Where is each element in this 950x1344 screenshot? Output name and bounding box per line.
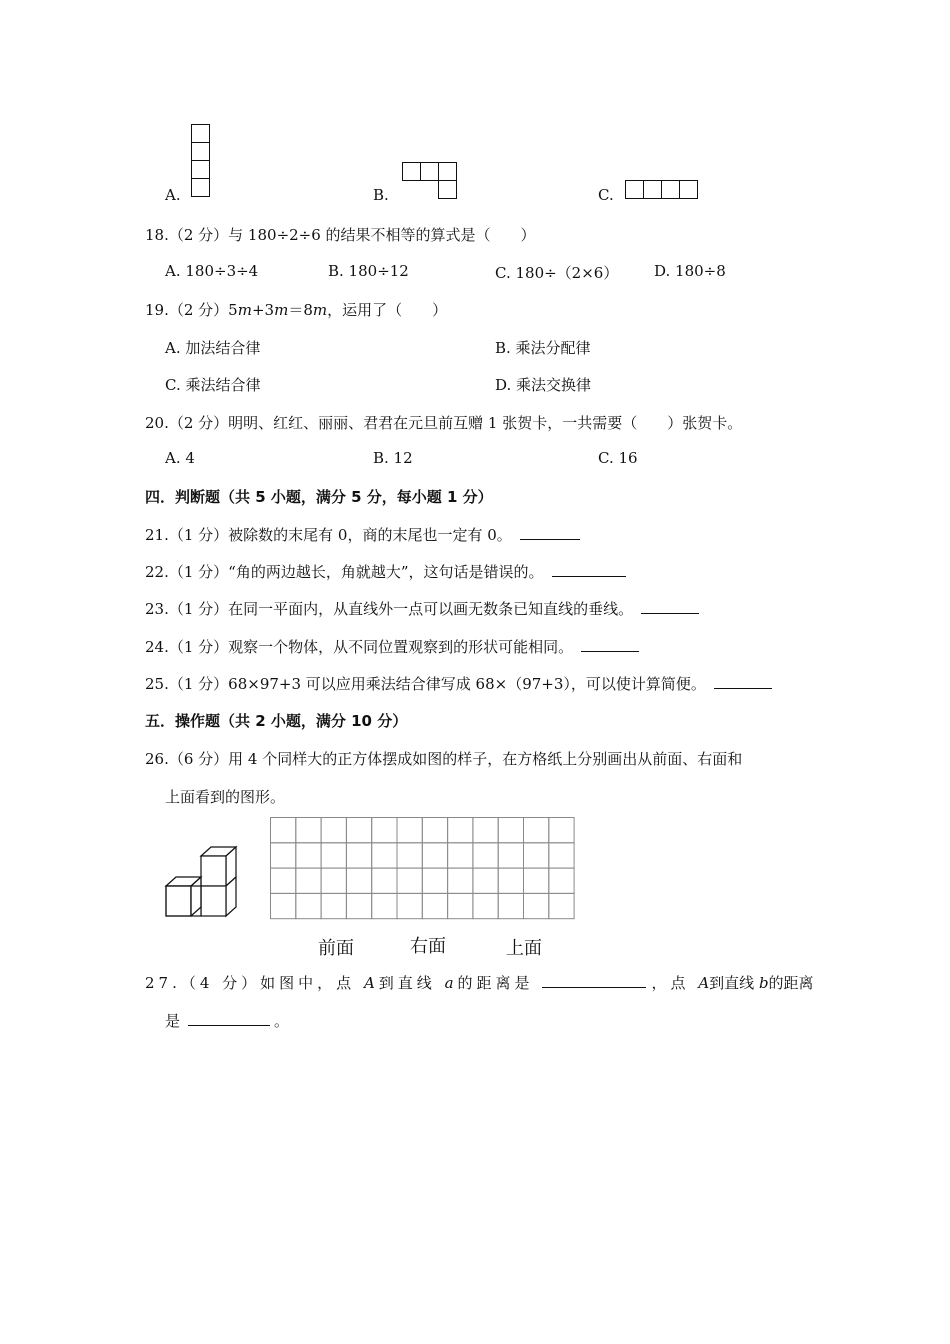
grid-cell[interactable] bbox=[346, 818, 371, 843]
grid-cell[interactable] bbox=[473, 868, 498, 893]
grid-cell[interactable] bbox=[296, 868, 321, 893]
q17-option-c-figure bbox=[625, 180, 699, 202]
grid-cell[interactable] bbox=[397, 843, 422, 868]
grid-cell[interactable] bbox=[473, 818, 498, 843]
grid-cell[interactable] bbox=[422, 843, 447, 868]
grid-cell[interactable] bbox=[397, 818, 422, 843]
cube-stack-figure bbox=[160, 845, 242, 921]
label-top: 上面 bbox=[506, 938, 542, 959]
q27-line2: 是 。 bbox=[165, 1012, 290, 1030]
label-right: 右面 bbox=[410, 936, 446, 957]
q18-option-c: C. 180÷（2×6） bbox=[495, 264, 619, 282]
q21-answer-blank[interactable] bbox=[520, 525, 580, 540]
q26-stem-line2: 上面看到的图形。 bbox=[165, 788, 286, 806]
q27-blank-a[interactable] bbox=[542, 973, 646, 988]
q17-option-a-figure bbox=[191, 124, 211, 200]
grid-cell[interactable] bbox=[549, 818, 574, 843]
grid-cell[interactable] bbox=[422, 818, 447, 843]
q17-option-b-label: B. bbox=[373, 186, 389, 204]
q24-answer-blank[interactable] bbox=[581, 637, 639, 652]
grid-cell[interactable] bbox=[372, 868, 397, 893]
q17-option-b-figure bbox=[402, 162, 460, 202]
q19-option-a: A. 加法结合律 bbox=[165, 339, 261, 357]
grid-cell[interactable] bbox=[524, 818, 549, 843]
q24: 24.（1 分）观察一个物体，从不同位置观察到的形状可能相同。 bbox=[145, 636, 639, 657]
section-5-heading: 五．操作题（共 2 小题，满分 10 分） bbox=[145, 712, 408, 730]
grid-cell[interactable] bbox=[448, 843, 473, 868]
grid-cell[interactable] bbox=[296, 893, 321, 918]
q21: 21.（1 分）被除数的末尾有 0，商的末尾也一定有 0。 bbox=[145, 524, 580, 545]
q27-line1: 27.（4 分）如图中，点 A到直线 a的距离是 ，点 A到直线 b的距离 bbox=[145, 974, 814, 992]
q23: 23.（1 分）在同一平面内，从直线外一点可以画无数条已知直线的垂线。 bbox=[145, 598, 699, 619]
q25-answer-blank[interactable] bbox=[714, 674, 772, 689]
grid-cell[interactable] bbox=[271, 818, 296, 843]
q18-option-a: A. 180÷3÷4 bbox=[165, 262, 259, 280]
grid-paper[interactable] bbox=[270, 817, 576, 923]
q27-blank-b[interactable] bbox=[188, 1011, 270, 1026]
grid-cell[interactable] bbox=[321, 818, 346, 843]
grid-cell[interactable] bbox=[498, 893, 523, 918]
grid-cell[interactable] bbox=[549, 843, 574, 868]
grid-cell[interactable] bbox=[448, 868, 473, 893]
q19-option-b: B. 乘法分配律 bbox=[495, 339, 591, 357]
grid-cell[interactable] bbox=[549, 893, 574, 918]
grid-cell[interactable] bbox=[271, 843, 296, 868]
grid-cell[interactable] bbox=[271, 893, 296, 918]
grid-cell[interactable] bbox=[498, 818, 523, 843]
grid-cell[interactable] bbox=[271, 868, 296, 893]
grid-cell[interactable] bbox=[549, 868, 574, 893]
grid-cell[interactable] bbox=[372, 818, 397, 843]
q18-stem: 18.（2 分）与 180÷2÷6 的结果不相等的算式是（ ） bbox=[145, 226, 536, 244]
q20-option-b: B. 12 bbox=[373, 449, 413, 467]
grid-cell[interactable] bbox=[422, 868, 447, 893]
label-front: 前面 bbox=[318, 938, 354, 959]
q17-option-a-label: A. bbox=[165, 186, 181, 204]
grid-cell[interactable] bbox=[372, 893, 397, 918]
q20-option-a: A. 4 bbox=[165, 449, 195, 467]
q25: 25.（1 分）68×97+3 可以应用乘法结合律写成 68×（97+3），可以使计算简便。 bbox=[145, 673, 772, 694]
grid-cell[interactable] bbox=[524, 843, 549, 868]
grid-cell[interactable] bbox=[524, 893, 549, 918]
grid-cell[interactable] bbox=[321, 893, 346, 918]
grid-cell[interactable] bbox=[498, 843, 523, 868]
grid-cell[interactable] bbox=[346, 868, 371, 893]
q19-option-d: D. 乘法交换律 bbox=[495, 376, 592, 394]
grid-cell[interactable] bbox=[296, 843, 321, 868]
grid-cell[interactable] bbox=[296, 818, 321, 843]
grid-cell[interactable] bbox=[372, 843, 397, 868]
grid-cell[interactable] bbox=[448, 893, 473, 918]
grid-cell[interactable] bbox=[321, 868, 346, 893]
q26-stem-line1: 26.（6 分）用 4 个同样大的正方体摆成如图的样子，在方格纸上分别画出从前面、右面和 bbox=[145, 750, 743, 768]
grid-cell[interactable] bbox=[448, 818, 473, 843]
q22-answer-blank[interactable] bbox=[552, 562, 626, 577]
grid-cell[interactable] bbox=[422, 893, 447, 918]
q19-option-c: C. 乘法结合律 bbox=[165, 376, 261, 394]
grid-cell[interactable] bbox=[397, 868, 422, 893]
grid-cell[interactable] bbox=[473, 843, 498, 868]
section-4-heading: 四．判断题（共 5 小题，满分 5 分，每小题 1 分） bbox=[145, 488, 493, 506]
q17-option-c-label: C. bbox=[598, 186, 614, 204]
grid-cell[interactable] bbox=[498, 868, 523, 893]
grid-cell[interactable] bbox=[397, 893, 422, 918]
q18-option-b: B. 180÷12 bbox=[328, 262, 409, 280]
q18-option-d: D. 180÷8 bbox=[654, 262, 726, 280]
grid-cell[interactable] bbox=[473, 893, 498, 918]
q20-stem: 20.（2 分）明明、红红、丽丽、君君在元旦前互赠 1 张贺卡，一共需要（ ）张贺卡。 bbox=[145, 414, 743, 432]
q23-answer-blank[interactable] bbox=[641, 599, 699, 614]
q19-stem: 19.（2 分）5m+3m＝8m，运用了（ ） bbox=[145, 301, 448, 319]
grid-cell[interactable] bbox=[346, 843, 371, 868]
grid-cell[interactable] bbox=[346, 893, 371, 918]
grid-cell[interactable] bbox=[321, 843, 346, 868]
grid-cell[interactable] bbox=[524, 868, 549, 893]
q20-option-c: C. 16 bbox=[598, 449, 638, 467]
q22: 22.（1 分）“角的两边越长，角就越大”，这句话是错误的。 bbox=[145, 561, 626, 582]
